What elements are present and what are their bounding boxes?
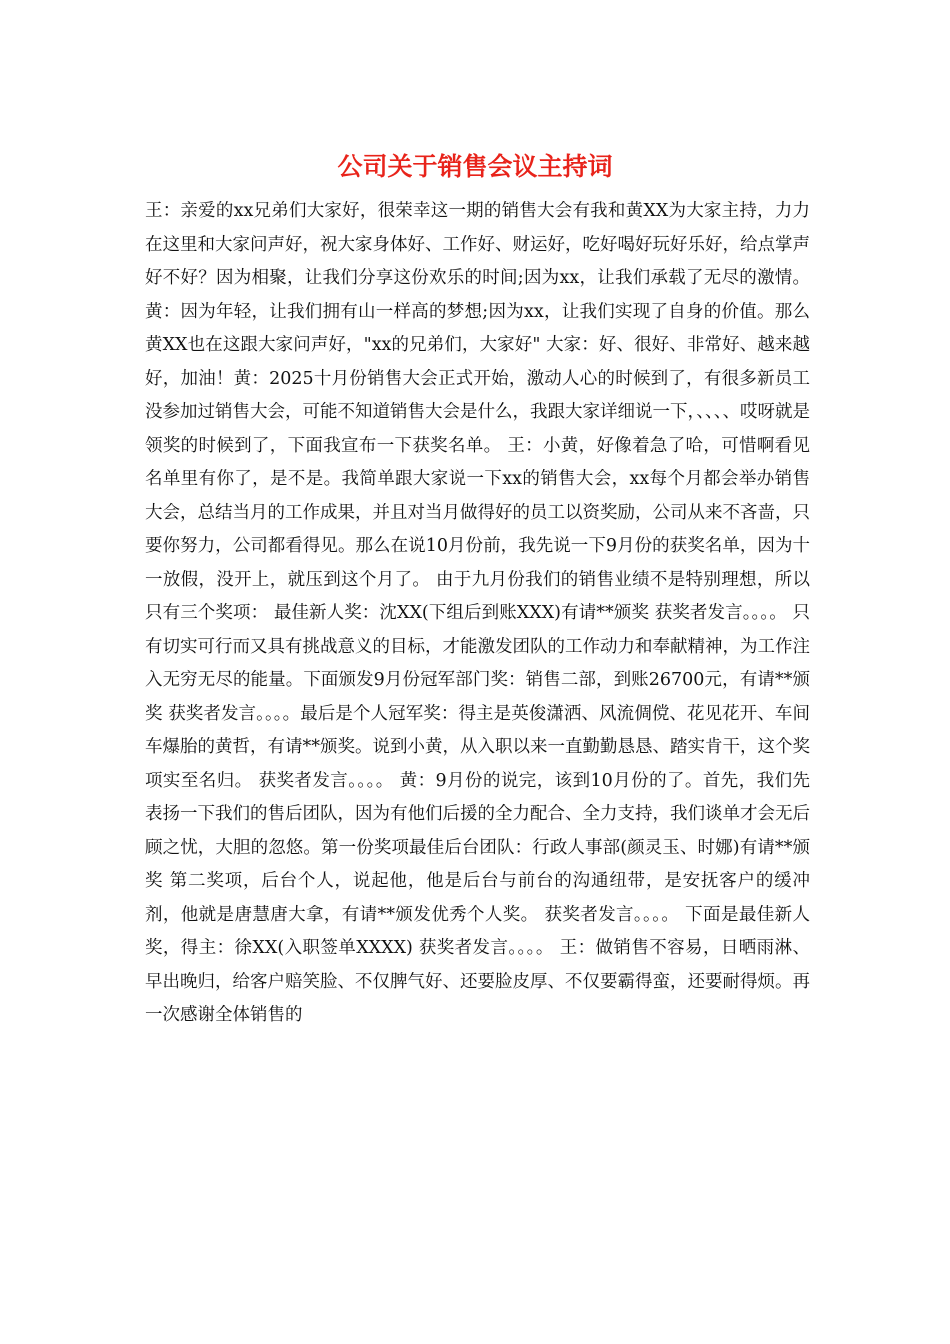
- document-body-paragraph: 王：亲爱的xx兄弟们大家好，很荣幸这一期的销售大会有我和黄XX为大家主持，力力在这里和大家问声好，祝大家身体好、工作好、财运好，吃好喝好玩好乐好，给点掌声好不好？因为相聚，让我们分享这份欢乐的时间;因为xx，让我们承载了无尽的激情。 黄：因为年轻，让我们拥有山一样高的梦想;因为xx，让我们实现了自身的价值。那么黄XX也在这跟大家问声好，"xx的兄弟们，大家好" 大家：好、很好、非常好、越来越好，加油！黄：2025十月份销售大会正式开始，激动人心的时候到了，有很多新员工没参加过销售大会，可能不知道销售大会是什么，我跟大家详细说一下，、、、、哎呀就是领奖的时候到了，下面我宣布一下获奖名单。 王：小黄，好像着急了哈，可惜啊看见名单里有你了，是不是。我简单跟大家说一下xx的销售大会，xx每个月都会举办销售大会，总结当月的工作成果，并且对当月做得好的员工以资奖励，公司从来不吝啬，只要你努力，公司都看得见。那么在说10月份前，我先说一下9月份的获奖名单，因为十一放假，没开上，就压到这个月了。 由于九月份我们的销售业绩不是特别理想，所以只有三个奖项： 最佳新人奖：沈XX(下组后到账XXX)有请**颁奖 获奖者发言。。。。 只有切实可行而又具有挑战意义的目标，才能激发团队的工作动力和奉献精神，为工作注入无穷无尽的能量。下面颁发9月份冠军部门奖：销售二部，到账26700元，有请**颁奖 获奖者发言。。。。最后是个人冠军奖：得主是英俊潇洒、风流倜傥、花见花开、车间车爆胎的黄哲，有请**颁奖。说到小黄，从入职以来一直勤勤恳恳、踏实肯干，这个奖项实至名归。 获奖者发言。。。。 黄：9月份的说完，该到10月份的了。首先，我们先表扬一下我们的售后团队，因为有他们后援的全力配合、全力支持，我们谈单才会无后顾之忧，大胆的忽悠。第一份奖项最佳后台团队：行政人事部(颜灵玉、时娜)有请**颁奖 第二奖项，后台个人，说起他，他是后台与前台的沟通纽带，是安抚客户的缓冲剂，他就是唐慧唐大拿，有请**颁发优秀个人奖。 获奖者发言。。。。 下面是最佳新人奖，得主：徐XX(入职签单XXXX) 获奖者发言。。。。 王：做销售不容易，日晒雨淋、早出晚归，给客户赔笑脸、不仅脾气好、还要脸皮厚、不仅要霸得蛮，还要耐得烦。再一次感谢全体销售的: [145, 201, 810, 1025]
- document-title: 公司关于销售会议主持词: [337, 152, 613, 181]
